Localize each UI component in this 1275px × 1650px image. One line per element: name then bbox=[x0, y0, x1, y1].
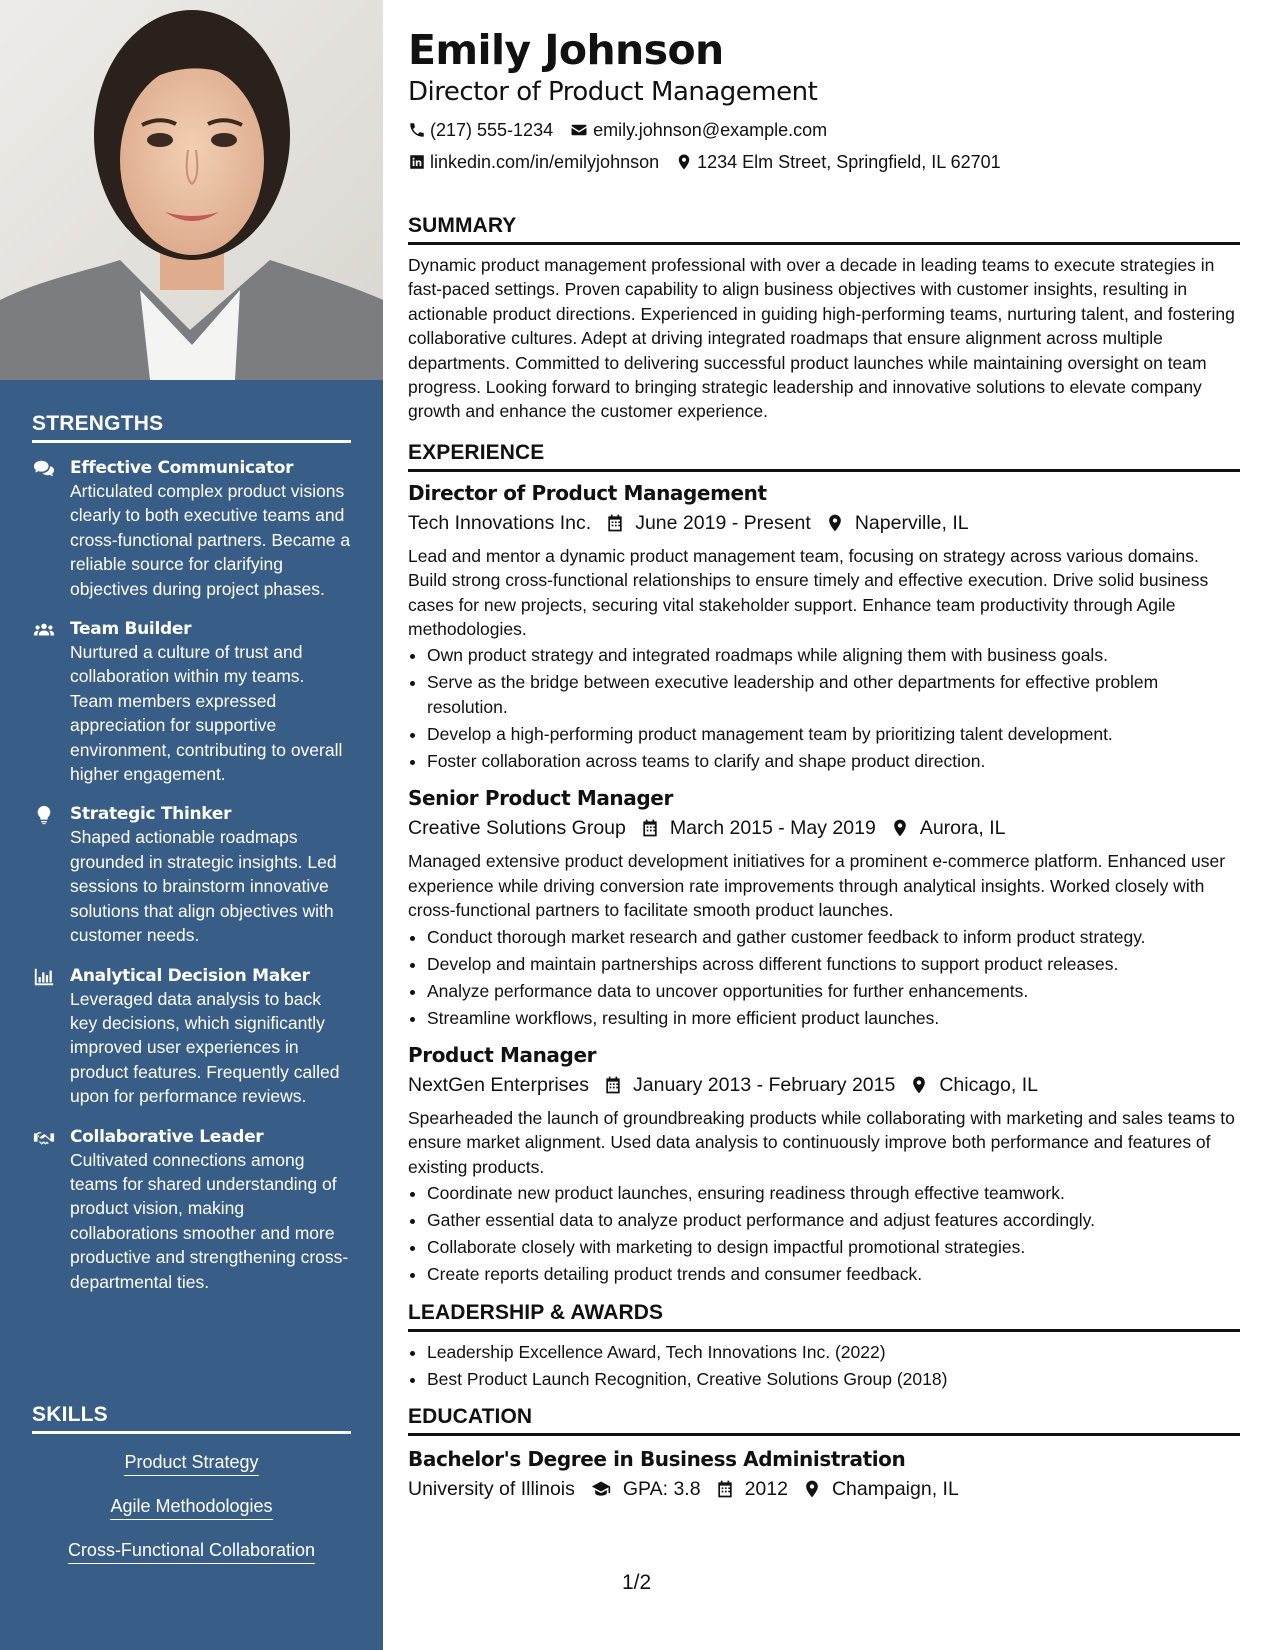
location-pin-icon bbox=[675, 153, 693, 171]
skill-item bbox=[32, 1494, 351, 1520]
award-item: • Best Product Launch Recognition, Creative Solutions Group (2018) bbox=[427, 1367, 1240, 1391]
job-bullets bbox=[408, 643, 1240, 773]
graduation-year: 2012 bbox=[744, 1477, 788, 1500]
job-bullet: • Develop a high-performing product management team by prioritizing talent development. bbox=[427, 722, 1240, 746]
strength-title: Strategic Thinker bbox=[70, 804, 232, 825]
awards-heading: LEADERSHIP & AWARDS bbox=[408, 1301, 1240, 1332]
location-pin-icon bbox=[890, 818, 910, 838]
gpa-text: GPA: 3.8 bbox=[622, 1477, 701, 1500]
calendar-icon bbox=[640, 818, 660, 838]
job-bullet: • Gather essential data to analyze product performance and adjust features accordingly. bbox=[427, 1208, 1240, 1232]
email-text[interactable]: emily.johnson@example.com bbox=[593, 120, 828, 140]
job-entry bbox=[408, 478, 1240, 773]
job-company: Creative Solutions Group bbox=[408, 817, 626, 840]
phone-text: (217) 555-1234 bbox=[430, 120, 554, 140]
experience-section bbox=[408, 441, 1240, 1287]
skills-heading: SKILLS bbox=[32, 1403, 351, 1434]
job-description: Spearheaded the launch of groundbreaking products while collaborating with marketing and sales teams to ensure market alignment. Used data analysis to continuously improve both performance and features of existing products. bbox=[408, 1107, 1235, 1177]
job-meta bbox=[408, 813, 1240, 843]
job-bullet: • Conduct thorough market research and gather customer feedback to inform product strategy. bbox=[427, 925, 1240, 949]
address-contact bbox=[675, 146, 1001, 178]
job-entry bbox=[408, 1040, 1240, 1287]
contact-row bbox=[408, 114, 1240, 146]
strength-item bbox=[32, 618, 351, 786]
job-dates: June 2019 - Present bbox=[635, 511, 811, 534]
job-dates: March 2015 - May 2019 bbox=[669, 817, 876, 840]
job-description: Managed extensive product development initiatives for a prominent e-commerce platform. Enhanced user experience while driving conversion rate improvements through analytical insights. Worked closely with cross-functional partners to facilitate smooth product launches. bbox=[408, 851, 1226, 921]
award-item: • Leadership Excellence Award, Tech Innovations Inc. (2022) bbox=[427, 1340, 1240, 1364]
education-meta bbox=[408, 1474, 1240, 1504]
strength-title: Team Builder bbox=[70, 619, 192, 640]
calendar-icon bbox=[603, 1075, 623, 1095]
job-location: Aurora, IL bbox=[919, 817, 1006, 840]
email-contact[interactable] bbox=[569, 114, 827, 146]
job-bullet: • Serve as the bridge between executive leadership and other departments for effective problem resolution. bbox=[427, 670, 1240, 719]
skill-label: Cross-Functional Collaboration bbox=[68, 1538, 315, 1564]
location-pin-icon bbox=[825, 513, 845, 533]
school-name: University of Illinois bbox=[408, 1477, 575, 1500]
strength-description: Cultivated connections among teams for shared understanding of product vision, making collaborations smoother and more productive and strengthening cross-departmental ties. bbox=[70, 1149, 349, 1292]
education-heading: EDUCATION bbox=[408, 1405, 1240, 1436]
strengths-section bbox=[32, 412, 351, 1311]
job-company: NextGen Enterprises bbox=[408, 1073, 589, 1096]
calendar-icon bbox=[715, 1479, 735, 1499]
job-bullet: • Streamline workflows, resulting in more efficient product launches. bbox=[427, 1006, 1240, 1030]
handshake-icon bbox=[32, 1127, 56, 1149]
job-title: Senior Product Manager bbox=[408, 786, 673, 811]
sidebar bbox=[0, 0, 383, 1650]
strength-description: Shaped actionable roadmaps grounded in strategic insights. Led sessions to brainstorm innovative solutions that align objectives with customer needs. bbox=[70, 827, 337, 946]
skill-label: Product Strategy bbox=[124, 1450, 258, 1476]
summary-section bbox=[408, 214, 1240, 424]
graduation-cap-icon bbox=[589, 1479, 613, 1499]
job-bullet: • Own product strategy and integrated roadmaps while aligning them with business goals. bbox=[427, 643, 1240, 667]
awards-section bbox=[408, 1301, 1240, 1391]
linkedin-icon bbox=[408, 153, 426, 171]
strength-title: Collaborative Leader bbox=[70, 1126, 264, 1147]
skills-section bbox=[32, 1403, 351, 1582]
job-company: Tech Innovations Inc. bbox=[408, 511, 592, 534]
job-bullets bbox=[408, 1181, 1240, 1286]
job-title: Director of Product Management bbox=[408, 480, 767, 505]
job-bullet: • Develop and maintain partnerships across different functions to support product releases. bbox=[427, 952, 1240, 976]
phone-icon bbox=[408, 121, 426, 139]
phone-contact bbox=[408, 114, 553, 146]
comments-icon bbox=[32, 458, 56, 480]
degree-title: Bachelor's Degree in Business Administration bbox=[408, 1446, 906, 1471]
profile-photo bbox=[0, 0, 383, 380]
linkedin-contact[interactable] bbox=[408, 146, 659, 178]
job-bullet: • Create reports detailing product trends and consumer feedback. bbox=[427, 1262, 1240, 1286]
address-text: 1234 Elm Street, Springfield, IL 62701 bbox=[697, 152, 1001, 172]
summary-heading: SUMMARY bbox=[408, 214, 1240, 245]
strength-description: Nurtured a culture of trust and collaboration within my teams. Team members expressed appreciation for supportive environment, contributing to overall higher engagement. bbox=[70, 642, 343, 785]
job-bullet: • Analyze performance data to uncover opportunities for further enhancements. bbox=[427, 979, 1240, 1003]
location-pin-icon bbox=[802, 1479, 822, 1499]
job-title: Product Manager bbox=[408, 1042, 597, 1067]
job-bullet: • Collaborate closely with marketing to design impactful promotional strategies. bbox=[427, 1235, 1240, 1259]
education-location: Champaign, IL bbox=[831, 1477, 959, 1500]
strength-title: Effective Communicator bbox=[70, 458, 294, 478]
users-icon bbox=[32, 619, 56, 641]
strength-item bbox=[32, 803, 351, 947]
strength-item bbox=[32, 965, 351, 1109]
experience-heading: EXPERIENCE bbox=[408, 441, 1240, 472]
award-list bbox=[408, 1340, 1240, 1391]
candidate-role: Director of Product Management bbox=[408, 77, 818, 107]
job-bullet: • Foster collaboration across teams to clarify and shape product direction. bbox=[427, 749, 1240, 773]
strength-description: Leveraged data analysis to back key decisions, which significantly improved user experiences in product features. Frequently called upon for performance reviews. bbox=[70, 988, 340, 1107]
job-location: Naperville, IL bbox=[854, 511, 969, 534]
bar-chart-icon bbox=[32, 966, 56, 988]
strength-title: Analytical Decision Maker bbox=[70, 965, 310, 986]
strength-description: Articulated complex product visions clearly to both executive teams and cross-functional partners. Became a reliable source for clarifying objectives during project phases. bbox=[70, 481, 351, 599]
education-section bbox=[408, 1405, 1240, 1504]
summary-text: Dynamic product management professional with over a decade in leading teams to execute strategies in fast-paced settings. Proven capability to align business objectives with customer insights, resulting in actionable product directions. Experienced in guiding high-performing teams, nurturing talent, and fostering collaborative cultures. Adept at driving integrated roadmaps that ensure alignment across multiple departments. Committed to delivering successful product launches while maintaining oversight on team progress. Looking forward to bringing strategic leadership and innovative solutions to elevate company growth and enhance the customer experience. bbox=[408, 255, 1235, 422]
location-pin-icon bbox=[909, 1075, 929, 1095]
skill-item bbox=[32, 1450, 351, 1476]
skill-label: Agile Methodologies bbox=[110, 1494, 272, 1520]
job-bullet: • Coordinate new product launches, ensuring readiness through effective teamwork. bbox=[427, 1181, 1240, 1205]
candidate-name: Emily Johnson bbox=[408, 26, 724, 74]
linkedin-text[interactable]: linkedin.com/in/emilyjohnson bbox=[430, 152, 660, 172]
strength-item bbox=[32, 457, 351, 601]
job-meta bbox=[408, 508, 1240, 538]
main-content bbox=[408, 24, 1240, 1510]
strengths-heading: STRENGTHS bbox=[32, 412, 351, 443]
lightbulb-icon bbox=[32, 804, 56, 826]
envelope-icon bbox=[569, 121, 589, 139]
job-description: Lead and mentor a dynamic product management team, focusing on strategy across various domains. Build strong cross-functional relationships to ensure timely and effective execution. Drive solid business cases for new projects, securing vital stakeholder support. Enhance team productivity through Agile methodologies. bbox=[408, 545, 1209, 640]
job-dates: January 2013 - February 2015 bbox=[633, 1073, 896, 1096]
skill-item bbox=[32, 1538, 351, 1564]
job-bullets bbox=[408, 925, 1240, 1030]
job-meta bbox=[408, 1070, 1240, 1100]
job-location: Chicago, IL bbox=[939, 1073, 1038, 1096]
calendar-icon bbox=[605, 513, 625, 533]
job-entry bbox=[408, 783, 1240, 1030]
page-number: 1/2 bbox=[622, 1571, 652, 1594]
strength-item bbox=[32, 1126, 351, 1294]
contact-row bbox=[408, 146, 1240, 178]
